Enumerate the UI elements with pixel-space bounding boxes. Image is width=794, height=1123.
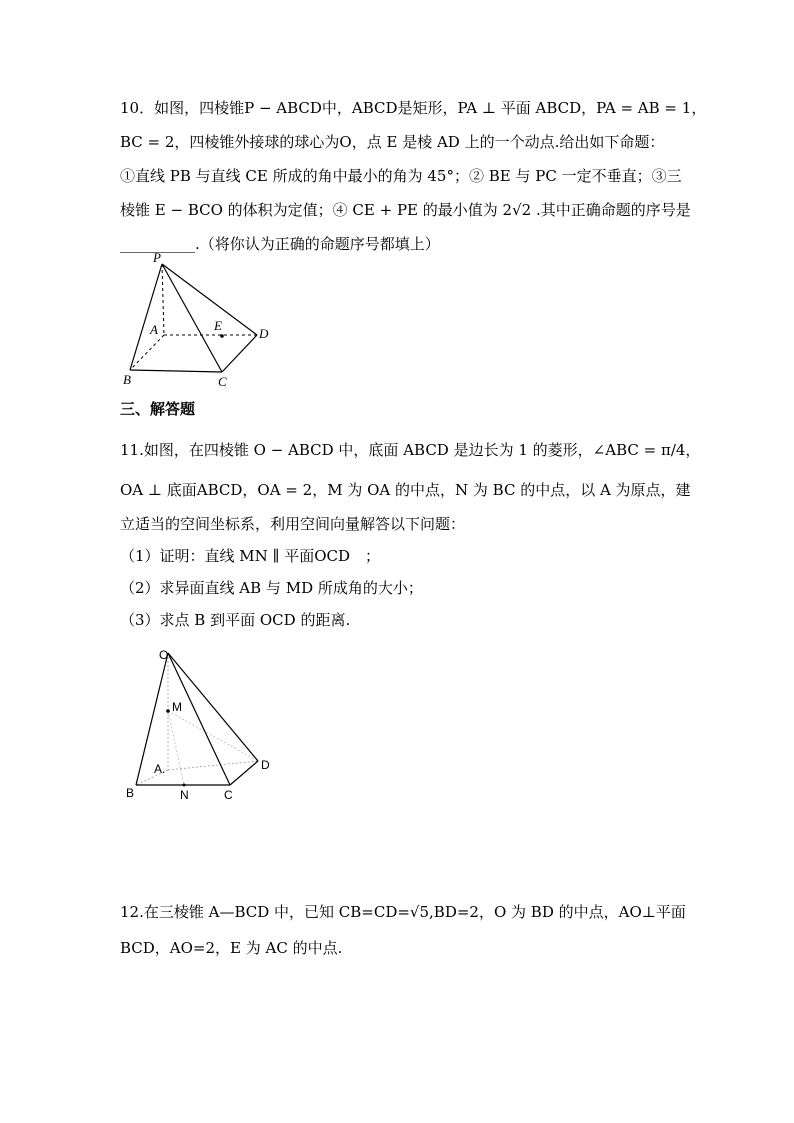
p10-line-5: __________.（将你认为正确的命题序号都填上） — [120, 235, 440, 253]
p10-line-1: 10．如图，四棱锥P − ABCD中，ABCD是矩形，PA ⊥ 平面 ABCD，PA = AB = 1， — [120, 99, 707, 117]
p11-line-1: 11.如图，在四棱锥 O − ABCD 中，底面 ABCD 是边长为 1 的菱形，∠ABC = π/4， — [120, 441, 701, 459]
p11-line-5: （2）求异面直线 AB 与 MD 所成角的大小； — [120, 579, 423, 597]
p10-line-3: ①直线 PB 与直线 CE 所成的角中最小的角为 45°；② BE 与 PC 一定不垂直；③三 — [120, 167, 682, 185]
label-D: D — [259, 326, 269, 341]
label-C-p11: C — [224, 788, 233, 802]
p11-line-4: （1）证明：直线 MN ∥ 平面OCD ； — [120, 547, 381, 565]
label-N: N — [180, 788, 189, 802]
label-A: A — [150, 322, 158, 337]
p11-line-6: （3）求点 B 到平面 OCD 的距离. — [120, 611, 351, 629]
p12-line-2: BCD，AO=2，E 为 AC 的中点. — [120, 939, 343, 957]
label-E: E — [214, 318, 222, 333]
p12-line-1: 12.在三棱锥 A—BCD 中，已知 CB=CD=√5,BD=2，O 为 BD 的中点，AO⊥平面 — [120, 903, 686, 921]
pyramid-figure-p10 — [110, 248, 290, 393]
label-B-p11: B — [126, 786, 135, 800]
p10-line-4: 棱锥 E − BCO 的体积为定值；④ CE + PE 的最小值为 2√2 .其中正确命题的序号是 — [120, 201, 691, 219]
label-D-p11: D — [261, 758, 270, 772]
label-M: M — [172, 700, 182, 714]
label-P: P — [153, 250, 161, 265]
pyramid-figure-p11 — [118, 643, 288, 803]
p11-line-3: 立适当的空间坐标系，利用空间向量解答以下问题： — [120, 515, 466, 533]
label-O: O — [159, 648, 169, 662]
p10-line-2: BC = 2，四棱锥外接球的球心为O，点 E 是棱 AD 上的一个动点.给出如下命题： — [120, 133, 665, 151]
section-title: 三、解答题 — [120, 400, 196, 418]
label-A-p11: A. — [154, 762, 166, 776]
p11-line-2: OA ⊥ 底面ABCD，OA = 2，M 为 OA 的中点，N 为 BC 的中点，以 A 为原点，建 — [120, 481, 691, 499]
label-C: C — [218, 374, 227, 389]
label-B: B — [123, 372, 131, 387]
